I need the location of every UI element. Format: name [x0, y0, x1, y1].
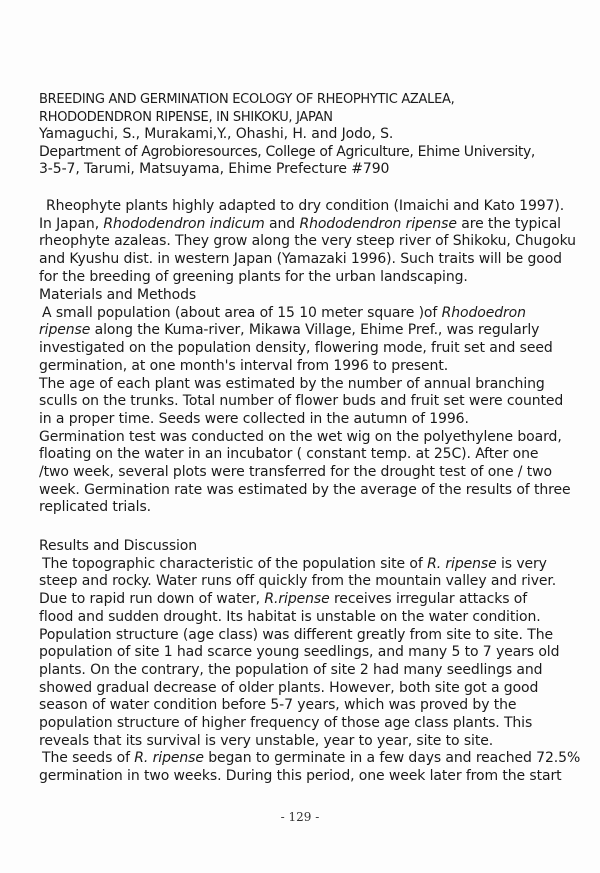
authors: Yamaguchi, S., Murakami,Y., Ohashi, H. and Jodo, S.: [39, 126, 394, 142]
body-line: investigated on the population density, flowering mode, fruit set and seed: [39, 340, 553, 357]
title-line: BREEDING AND GERMINATION ECOLOGY OF RHEOPHYTIC AZALEA,: [39, 92, 455, 107]
body-line: rheophyte azaleas. They grow along the very steep river of Shikoku, Chugoku: [39, 233, 576, 250]
body-line: flood and sudden drought. Its habitat is unstable on the water condition.: [39, 608, 541, 625]
paper-title: [39, 91, 564, 126]
species-name: R.ripense: [264, 591, 330, 608]
body-line: In Japan, Rhododendron indicum and Rhododendron ripense are the typical: [39, 215, 561, 232]
body-line: The age of each plant was estimated by the number of annual branching: [39, 375, 545, 392]
body-line: Rheophyte plants highly adapted to dry condition (Imaichi and Kato 1997).: [46, 198, 565, 214]
species-name: R. ripense: [427, 555, 497, 572]
body-line: Germination test was conducted on the wet wig on the polyethylene board,: [39, 428, 562, 445]
species-name: Rhododendron indicum: [103, 215, 265, 232]
methods-section: [39, 287, 571, 517]
section-heading: Materials and Methods: [39, 287, 197, 303]
body-line: reveals that its survival is very unstable, year to year, site to site.: [39, 732, 494, 749]
body-line: for the breeding of greening plants for the urban landscaping.: [39, 268, 468, 285]
page-number: - 129 -: [280, 810, 320, 824]
body-line: germination in two weeks. During this period, one week later from the start: [39, 768, 562, 785]
author-block: [39, 126, 564, 179]
body-line: Population structure (age class) was different greatly from site to site. The: [39, 626, 553, 643]
species-name: R. ripense: [134, 750, 204, 767]
affiliation-line: 3-5-7, Tarumi, Matsuyama, Ehime Prefecture #790: [39, 161, 390, 178]
body-line: /two week, several plots were transferred for the drought test of one / two: [39, 464, 552, 481]
body-line: week. Germination rate was estimated by the average of the results of three: [39, 481, 571, 498]
species-name: Rhododendron ripense: [299, 215, 457, 232]
body-line: sculls on the trunks. Total number of flower buds and fruit set were counted: [39, 393, 564, 410]
title-line: RHODODENDRON RIPENSE, IN SHIKOKU, JAPAN: [39, 109, 333, 125]
results-section: [39, 538, 581, 786]
body-line: The topographic characteristic of the population site of R. ripense is very: [42, 555, 547, 572]
body-line: in a proper time. Seeds were collected in the autumn of 1996.: [39, 410, 469, 427]
body-line: floating on the water in an incubator ( constant temp. at 25C). After one: [39, 446, 539, 463]
body-line: A small population (about area of 15 10 meter square )of Rhodoedron: [42, 304, 526, 321]
body-line: season of water condition before 5-7 years, which was proved by the: [39, 697, 517, 714]
body-line: Due to rapid run down of water, R.ripense receives irregular attacks of: [39, 591, 528, 608]
body-line: showed gradual decrease of older plants. However, both site got a good: [39, 679, 539, 696]
body-line: population structure of higher frequency of those age class plants. This: [39, 715, 533, 732]
introduction: [39, 198, 576, 287]
body-line: germination, at one month's interval from 1996 to present.: [39, 357, 449, 374]
body-line: and Kyushu dist. in western Japan (Yamazaki 1996). Such traits will be good: [39, 251, 562, 268]
body-line: steep and rocky. Water runs off quickly from the mountain valley and river.: [39, 573, 557, 590]
body-line: The seeds of R. ripense began to germinate in a few days and reached 72.5%: [42, 750, 581, 767]
section-heading: Results and Discussion: [39, 538, 198, 554]
body-line: plants. On the contrary, the population of site 2 had many seedlings and: [39, 661, 543, 678]
body-line: ripense along the Kuma-river, Mikawa Village, Ehime Pref., was regularly: [39, 322, 540, 339]
body-line: replicated trials.: [39, 499, 151, 516]
species-name: Rhodoedron: [441, 304, 526, 321]
affiliation-line: Department of Agrobioresources, College of Agriculture, Ehime University,: [39, 143, 536, 160]
body-line: population of site 1 had scarce young seedlings, and many 5 to 7 years old: [39, 644, 560, 661]
species-name: ripense: [39, 322, 91, 339]
